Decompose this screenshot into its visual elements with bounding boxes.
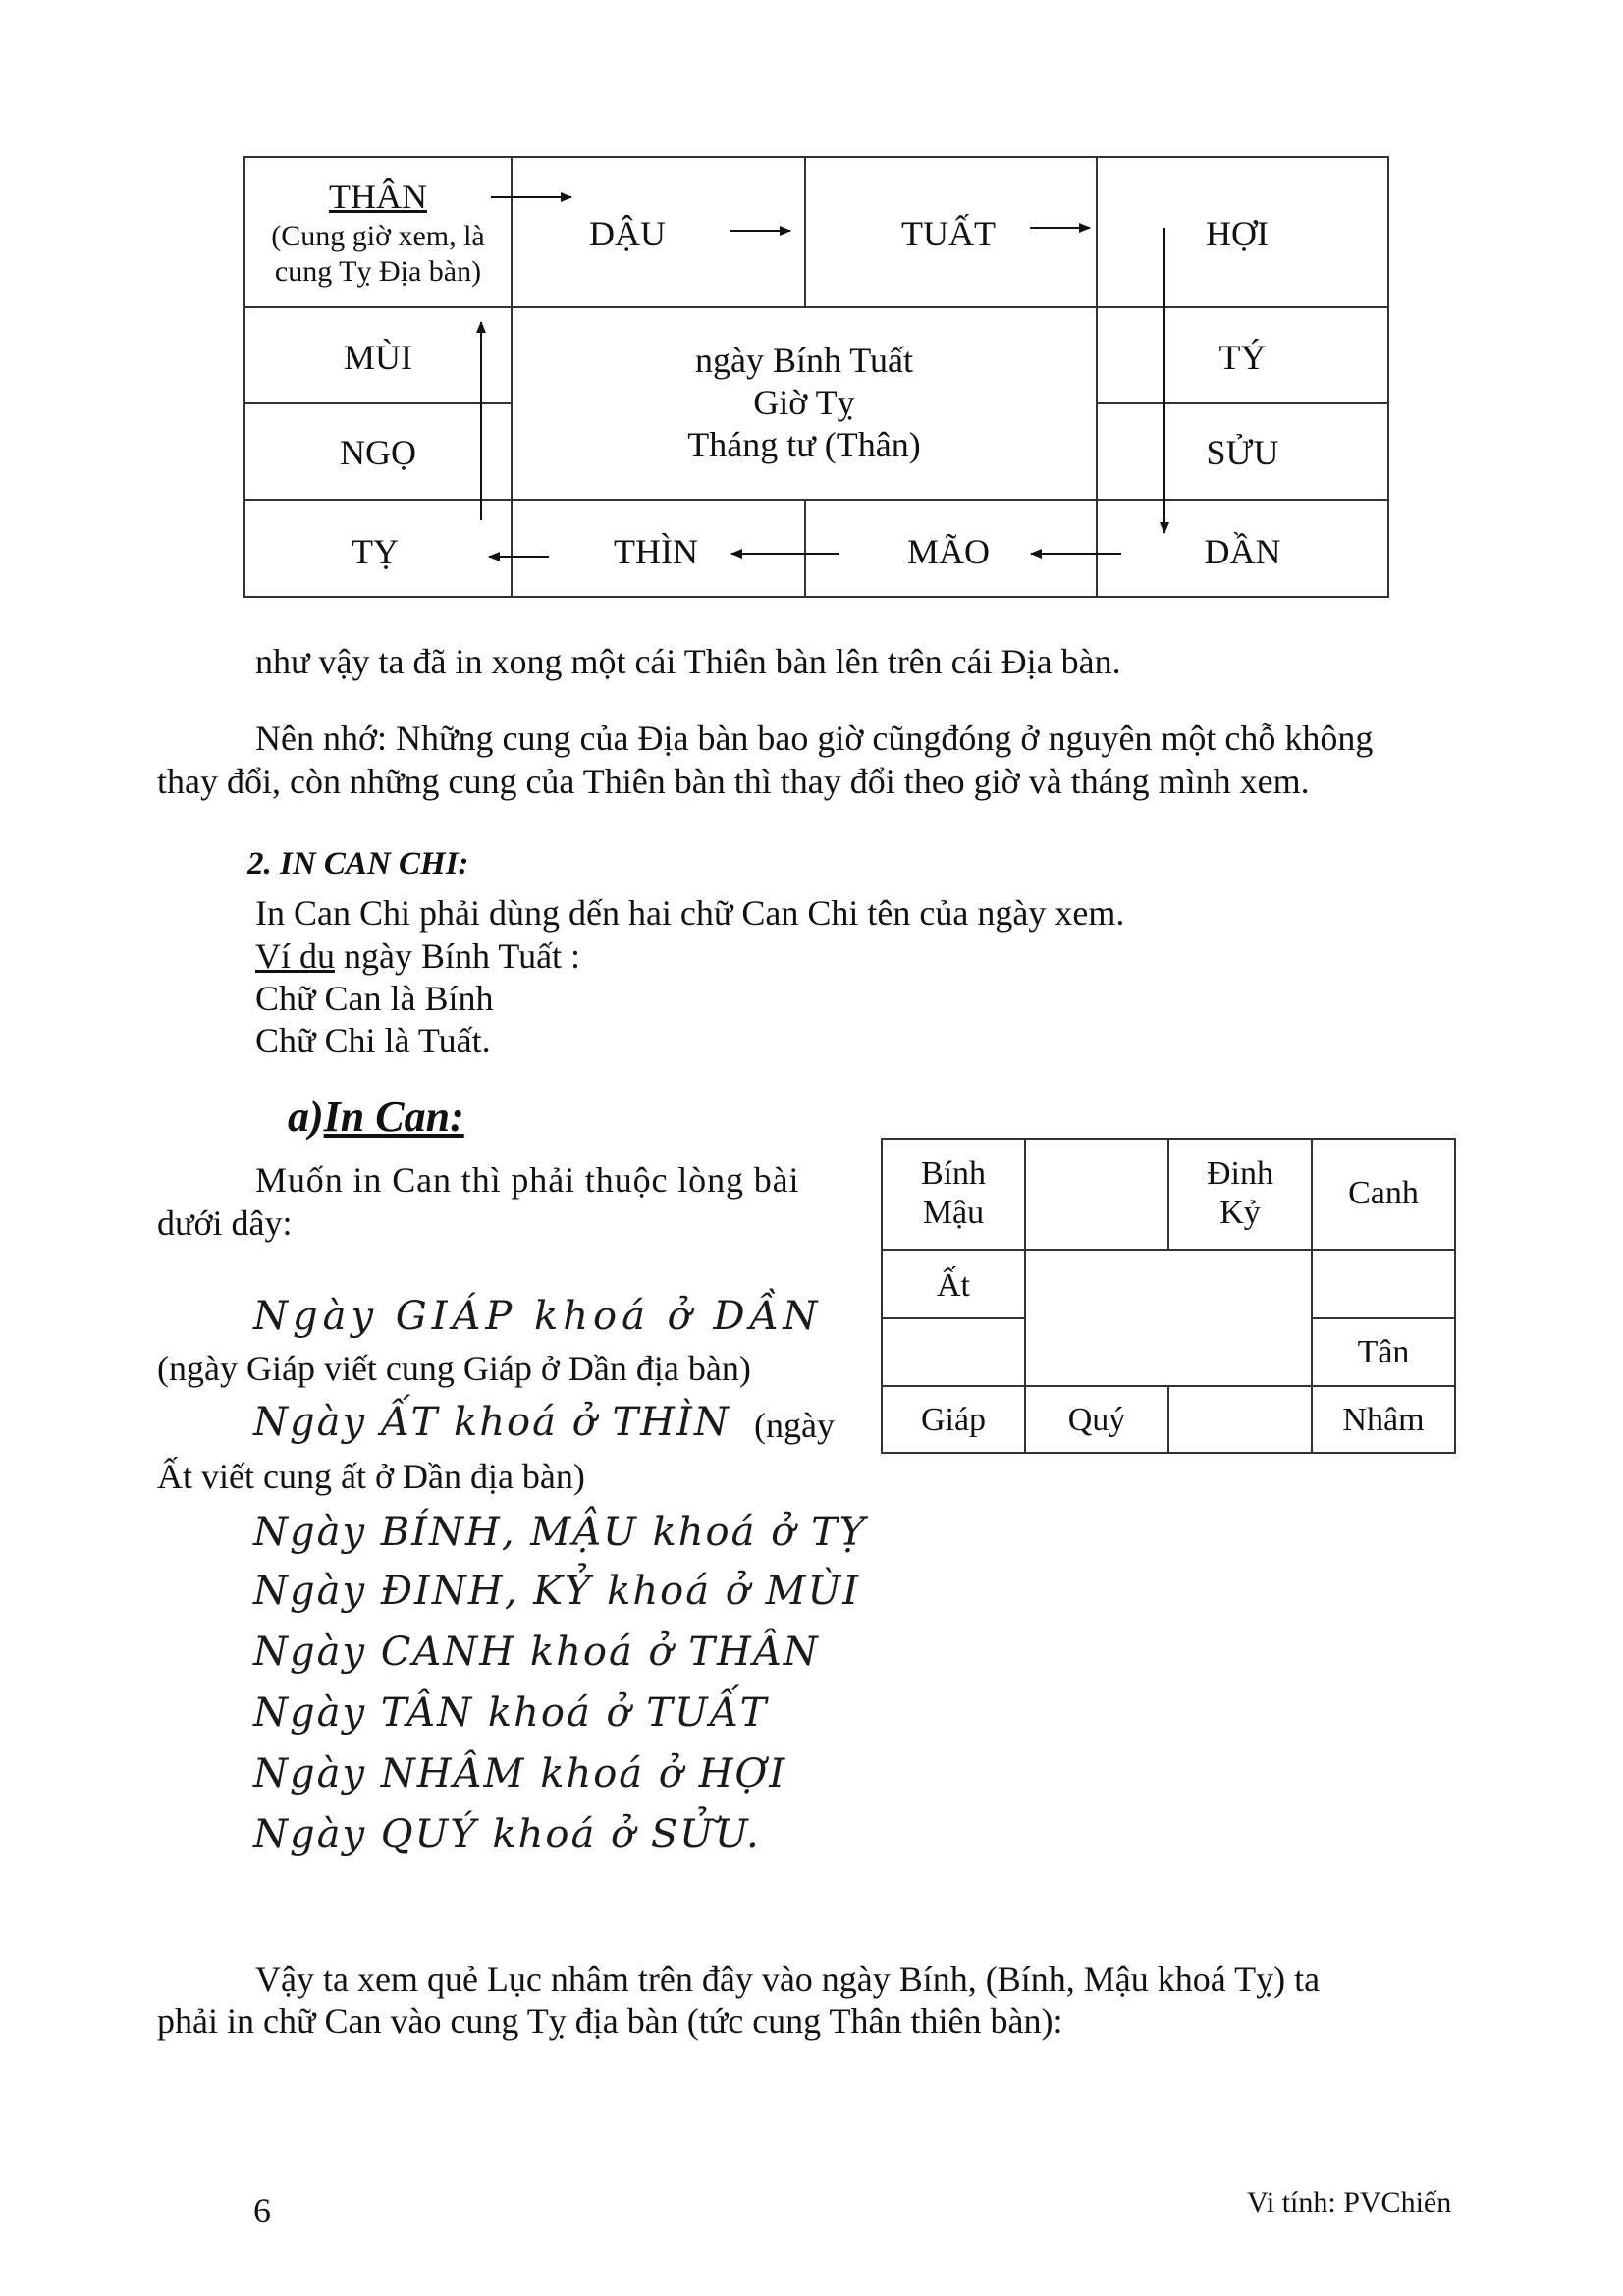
cell-thin: THÌN bbox=[614, 532, 698, 571]
verse-note: Ất viết cung ất ở Dần địa bàn) bbox=[157, 1457, 585, 1496]
cell-ty-snake: TỴ bbox=[352, 532, 399, 571]
paragraph: dưới dây: bbox=[157, 1203, 293, 1243]
board-center-line: Tháng tư (Thân) bbox=[687, 425, 921, 464]
footer-credit: Vi tính: PVChiến bbox=[1247, 2186, 1452, 2218]
cell-tuat: TUẤT bbox=[901, 214, 996, 253]
can-cell-nham: Nhâm bbox=[1342, 1402, 1425, 1438]
paragraph: Chữ Can là Bính bbox=[255, 979, 494, 1018]
board-center-line: Giờ Tỵ bbox=[753, 383, 855, 422]
can-cell-dinh: Đinh bbox=[1207, 1155, 1273, 1192]
cell-than-title: THÂN bbox=[329, 177, 427, 216]
cell-than-note: cung Tỵ Địa bàn) bbox=[274, 255, 482, 288]
verse-line: Ngày CANH khoá ở THÂN bbox=[253, 1629, 820, 1675]
example-label: Ví du bbox=[255, 936, 335, 976]
cell-suu: SỬU bbox=[1206, 433, 1279, 472]
verse-line: Ngày NHÂM khoá ở HỢI bbox=[253, 1751, 787, 1796]
verse-line: Ngày QUÝ khoá ở SỬU. bbox=[253, 1812, 761, 1857]
can-cell-mau: Mậu bbox=[922, 1195, 985, 1231]
verse-line: Ngày ĐINH, KỶ khoá ở MÙI bbox=[253, 1569, 861, 1614]
cell-hoi: HỢI bbox=[1206, 214, 1269, 253]
cell-ty-rat: TÝ bbox=[1218, 338, 1267, 377]
verse-note: (ngày bbox=[754, 1406, 835, 1445]
paragraph: Muốn in Can thì phải thuộc lòng bài bbox=[255, 1160, 800, 1200]
can-cell-binh: Bính bbox=[920, 1155, 987, 1192]
can-cell-ky: Kỷ bbox=[1219, 1195, 1261, 1231]
can-cell-canh: Canh bbox=[1348, 1175, 1419, 1211]
can-cell-at: Ất bbox=[937, 1267, 970, 1304]
paragraph: Vậy ta xem quẻ Lục nhâm trên đây vào ngày Bính, (Bính, Mậu khoá Tỵ) ta bbox=[255, 1959, 1321, 1999]
paragraph: như vậy ta đã in xong một cái Thiên bàn lên trên cái Địa bàn. bbox=[255, 642, 1121, 681]
cell-dau: DẬU bbox=[589, 214, 666, 253]
page-number: 6 bbox=[253, 2191, 271, 2230]
cell-dan: DẦN bbox=[1204, 532, 1281, 571]
cell-than-note: (Cung giờ xem, là bbox=[271, 220, 485, 252]
cell-mao: MÃO bbox=[907, 532, 991, 571]
cell-mui: MÙI bbox=[344, 338, 412, 377]
section-heading: 2. IN CAN CHI: bbox=[247, 846, 469, 881]
verse-line: Ngày BÍNH, MẬU khoá ở TỴ bbox=[253, 1510, 868, 1555]
can-cell-quy: Quý bbox=[1067, 1402, 1126, 1438]
paragraph: thay đổi, còn những cung của Thiên bàn thì thay đổi theo giờ và tháng mình xem. bbox=[157, 762, 1310, 801]
paragraph: Nên nhớ: Những cung của Địa bàn bao giờ cũngđóng ở nguyên một chỗ không bbox=[255, 719, 1374, 758]
subsection-title: In Can: bbox=[323, 1093, 464, 1141]
can-cell-tan: Tân bbox=[1357, 1334, 1410, 1370]
can-cell-giap: Giáp bbox=[920, 1402, 987, 1438]
board-center-line: ngày Bính Tuất bbox=[694, 341, 914, 380]
paragraph: phải in chữ Can vào cung Tỵ địa bàn (tức cung Thân thiên bàn): bbox=[157, 2002, 1063, 2041]
cell-ngo: NGỌ bbox=[340, 433, 416, 472]
example-text: ngày Bính Tuất : bbox=[335, 936, 581, 976]
verse-line: Ngày ẤT khoá ở THÌN bbox=[253, 1400, 730, 1445]
paragraph: Chữ Chi là Tuất. bbox=[255, 1021, 491, 1060]
paragraph: In Can Chi phải dùng dến hai chữ Can Chi tên của ngày xem. bbox=[255, 893, 1125, 933]
subsection-marker: a) bbox=[288, 1093, 324, 1141]
verse-line: Ngày TÂN khoá ở TUẤT bbox=[253, 1690, 769, 1735]
verse-note: (ngày Giáp viết cung Giáp ở Dần địa bàn) bbox=[157, 1349, 751, 1388]
verse-line: Ngày GIÁP khoá ở DẦN bbox=[253, 1294, 823, 1339]
